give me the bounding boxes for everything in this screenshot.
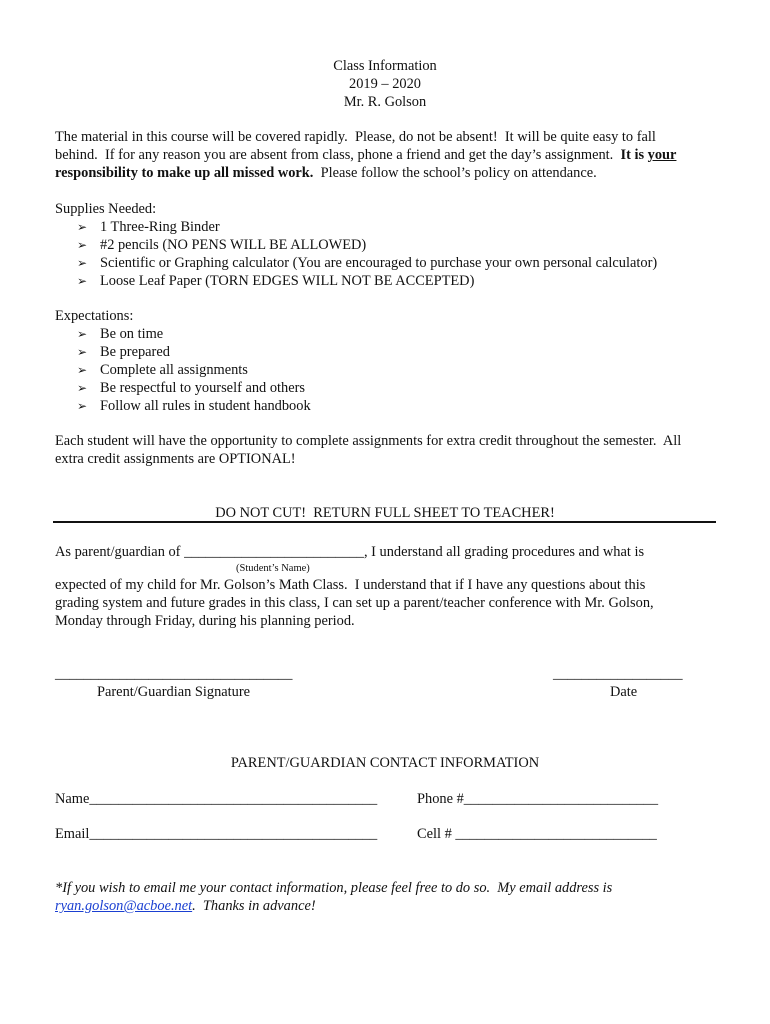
intro-line-1: The material in this course will be covered rapidly. Please, do not be absent! It will be quite easy to fall — [55, 129, 656, 145]
list-item: Be prepared — [100, 344, 170, 360]
list-item: Complete all assignments — [100, 362, 248, 378]
list-item: Be on time — [100, 326, 164, 342]
agreement-line-1: As parent/guardian of _________________________, I understand all grading procedures and what is — [55, 544, 645, 560]
date-line: __________________ — [553, 666, 683, 682]
page-title: Class Information — [333, 58, 437, 74]
arrow-bullet-icon: ➢ — [77, 363, 88, 377]
extra-credit-line-1: Each student will have the opportunity to complete assignments for extra credit throughout the semester. All — [55, 433, 682, 449]
list-item: #2 pencils (NO PENS WILL BE ALLOWED) — [100, 237, 367, 253]
list-item: Be respectful to yourself and others — [100, 380, 306, 396]
date-label: Date — [610, 684, 638, 700]
list-item: Loose Leaf Paper (TORN EDGES WILL NOT BE ACCEPTED) — [100, 273, 475, 289]
arrow-bullet-icon: ➢ — [77, 274, 88, 288]
arrow-bullet-icon: ➢ — [77, 399, 88, 413]
students-name-label: (Student’s Name) — [236, 563, 310, 574]
teacher-name: Mr. R. Golson — [343, 94, 427, 110]
extra-credit-line-2: extra credit assignments are OPTIONAL! — [55, 451, 296, 467]
contact-heading: PARENT/GUARDIAN CONTACT INFORMATION — [230, 755, 540, 771]
list-item: Scientific or Graphing calculator (You are encouraged to purchase your own personal calculator) — [100, 255, 658, 271]
thanks-text: . Thanks in advance! — [192, 898, 316, 914]
intro-line-3 — [55, 164, 597, 182]
expectations-heading: Expectations: — [55, 308, 134, 324]
agreement-line-2: expected of my child for Mr. Golson’s Math Class. I understand that if I have any questions about this — [55, 577, 646, 593]
cell-field: Cell # ____________________________ — [417, 826, 657, 842]
cut-notice: DO NOT CUT! RETURN FULL SHEET TO TEACHER! — [215, 505, 555, 521]
intro-line-2 — [55, 146, 676, 164]
attendance-policy-text: Please follow the school’s policy on attendance. — [313, 165, 597, 181]
intro-text: behind. If for any reason you are absent from class, phone a friend and get the day’s assignment. — [55, 147, 621, 163]
footer-note-line-2 — [55, 897, 316, 915]
email-field: Email________________________________________ — [55, 826, 378, 842]
responsibility-your: your — [647, 147, 677, 163]
section-divider — [53, 521, 716, 523]
email-link[interactable]: ryan.golson@acboe.net — [55, 898, 193, 914]
signature-line: _________________________________ — [55, 666, 293, 682]
arrow-bullet-icon: ➢ — [77, 327, 88, 341]
responsibility-emphasis: It is — [620, 147, 648, 163]
arrow-bullet-icon: ➢ — [77, 220, 88, 234]
agreement-line-3: grading system and future grades in this class, I can set up a parent/teacher conference with Mr. Golson, — [55, 595, 654, 611]
arrow-bullet-icon: ➢ — [77, 256, 88, 270]
arrow-bullet-icon: ➢ — [77, 381, 88, 395]
signature-label: Parent/Guardian Signature — [97, 684, 251, 700]
arrow-bullet-icon: ➢ — [77, 238, 88, 252]
agreement-line-4: Monday through Friday, during his planning period. — [55, 613, 355, 629]
responsibility-statement: responsibility to make up all missed work. — [55, 165, 314, 181]
supplies-heading: Supplies Needed: — [55, 201, 157, 217]
phone-field: Phone #___________________________ — [417, 791, 659, 807]
name-field: Name________________________________________ — [55, 791, 378, 807]
list-item: Follow all rules in student handbook — [100, 398, 311, 414]
list-item: 1 Three-Ring Binder — [100, 219, 220, 235]
footer-note-line-1: *If you wish to email me your contact information, please feel free to do so. My email address is — [55, 880, 613, 896]
school-year: 2019 – 2020 — [349, 76, 421, 92]
arrow-bullet-icon: ➢ — [77, 345, 88, 359]
